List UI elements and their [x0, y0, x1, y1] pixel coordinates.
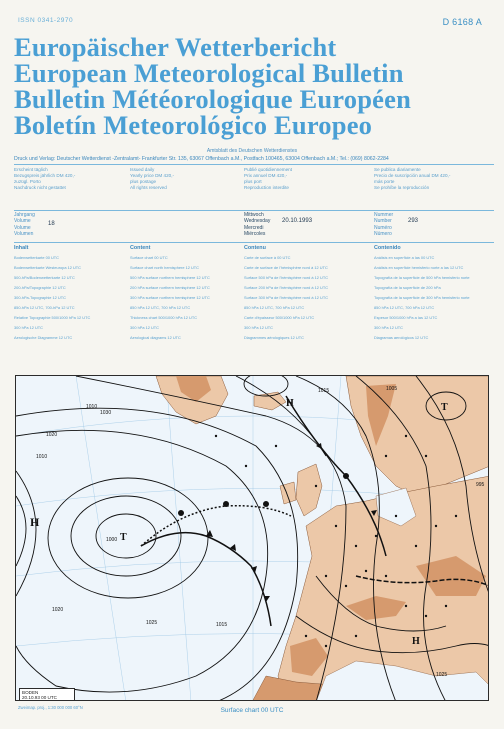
list-item: 300 hPa 12 UTC — [374, 325, 403, 330]
isobar-label: 1010 — [86, 404, 98, 410]
divider — [14, 210, 494, 211]
list-item: Espesor 500/1000 hPa a las 12 UTC — [374, 315, 438, 320]
isobar-label: 1020 — [52, 607, 64, 613]
list-item: 300 hPa 12 UTC — [244, 325, 273, 330]
title-english: European Meteorological Bulletin — [14, 58, 404, 88]
map-date-stamp — [19, 688, 75, 701]
stamp-date: 20.10.93 00 UTC — [22, 695, 57, 701]
isobar-label: 1020 — [46, 432, 58, 438]
surface-weather-map — [15, 375, 489, 701]
subscription-de: Erscheint täglich Bezugspreis jährlich DM 420,- zuzügl. Porto Nachdruck nicht gestattet — [14, 167, 76, 190]
toc-heading-es: Contenido — [374, 245, 401, 251]
list-item: 850 hPa 12 UTC, 700 hPa 12 UTC — [130, 305, 191, 310]
list-item: 500-hPa/Bodenwetterkarte 12 UTC — [14, 275, 75, 280]
high-pressure-center: H — [286, 398, 294, 409]
issue-number: 293 — [408, 218, 419, 224]
publisher-line: Druck und Verlag: Deutscher Wetterdienst -Zentralamt- Frankfurter Str. 135, 63067 Offenbach a.M., Postfach 100465, 63004 Offenbach a.M.; Tel.: (069) 8062-2284 — [14, 156, 389, 162]
toc-heading-de: Inhalt — [14, 245, 29, 251]
list-item: 850 hPa 12 UTC, 700 hPa 12 UTC — [244, 305, 305, 310]
list-item: Surface 500 hPa de l'hémisphère nord à 12 UTC — [244, 275, 329, 280]
subscription-fr: Publié quotidiennement Prix annuel DM 420,- plus port Reproduction interdite — [244, 167, 293, 190]
list-item: Aerological diagrams 12 UTC — [130, 335, 181, 340]
list-item: Surface chart 00 UTC — [130, 255, 168, 260]
divider — [14, 242, 494, 243]
list-item: Bodenwetterkarte 00 UTC — [14, 255, 59, 260]
list-item: 300-hPa-Topographie 12 UTC — [14, 295, 66, 300]
isobar-label: 1015 — [318, 388, 330, 394]
toc-list-en — [130, 253, 240, 343]
stamp-title: BODEN — [22, 689, 39, 695]
list-item: Carte de surface de l'hémisphère nord à 12 UTC — [244, 265, 328, 270]
list-item: Diagrammes aérologiques 12 UTC — [244, 335, 304, 340]
divider — [14, 164, 494, 165]
list-item: 200 hPa surface northern hemisphere 12 UTC — [130, 285, 210, 290]
high-pressure-center: H — [412, 636, 420, 647]
document-number: D 6168 A — [442, 17, 482, 27]
toc-heading-en: Content — [130, 245, 151, 251]
high-pressure-center: H — [30, 515, 40, 529]
list-item: 300 hPa surface northern hemisphere 12 UTC — [130, 295, 210, 300]
day-labels: Mittwoch Wednesday Mercredi Miércoles — [244, 212, 271, 238]
list-item: Carte d'épaisseur 500/1000 hPa 12 UTC — [244, 315, 315, 320]
list-item: Surface 200 hPa de l'hémisphère nord à 12 UTC — [244, 285, 329, 290]
low-pressure-center: T — [120, 532, 127, 543]
list-item: 300 hPa 12 UTC — [14, 325, 43, 330]
toc-list-es — [374, 253, 492, 343]
list-item: 850 hPa 12 UTC, 700 hPa 12 UTC — [374, 305, 435, 310]
title-block — [14, 34, 494, 138]
list-item: 500 hPa surface northern hemisphere 12 UTC — [130, 275, 210, 280]
list-item: Topografía de la superficie de 500 hPa hemisferio norte — [374, 275, 470, 280]
list-item: Surface chart north hemisphere 12 UTC — [130, 265, 199, 270]
list-item: Relative Topographie 500/1000 hPa 12 UTC — [14, 315, 91, 320]
list-item: Bodenwetterkarte Westeuropa 12 UTC — [14, 265, 81, 270]
isobar-label: 995 — [476, 482, 485, 488]
toc-list-de — [14, 253, 124, 343]
isobar-label: 1015 — [216, 622, 228, 628]
map-projection-note: Zweimap. proj., 1:30 000 000 60°N — [18, 705, 83, 710]
title-spanish: Boletín Meteorológico Europeo — [14, 110, 373, 140]
title-german: Europäischer Wetterbericht — [14, 32, 337, 62]
volume-value: 18 — [48, 221, 55, 227]
issue-date: 20.10.1993 — [282, 218, 313, 224]
list-item: Surface 300 hPa de l'hémisphère nord à 12 UTC — [244, 295, 329, 300]
isobar-label: 1010 — [36, 454, 48, 460]
isobar-label: 1005 — [386, 386, 398, 392]
isobar-label: 1000 — [106, 537, 118, 543]
list-item: 200-hPa/Topographie 12 UTC — [14, 285, 66, 290]
isobar-label: 1025 — [146, 620, 158, 626]
toc-heading-fr: Contenu — [244, 245, 266, 251]
isobar-label: 1025 — [436, 672, 448, 678]
official-gazette-label: Amtsblatt des Deutschen Wetterdienstes — [206, 148, 298, 154]
title-french: Bulletin Météorologique Européen — [14, 84, 412, 114]
list-item: Aerologische Diagramme 12 UTC — [14, 335, 73, 340]
low-pressure-center: T — [441, 402, 448, 413]
list-item: 300 hPa 12 UTC — [130, 325, 159, 330]
list-item: Carte de surface à 00 UTC — [244, 255, 291, 260]
subscription-en: Issued daily Yearly price DM 420,- plus postage All rights reserved — [130, 167, 174, 190]
subscription-es: Se publica diariamente Precio de suscripción anual DM 420,- más porte Se prohíbe la reproducción — [374, 167, 451, 190]
toc-list-fr — [244, 253, 369, 343]
list-item: 850-hPa 12 UTC, 700-hPa 12 UTC — [14, 305, 75, 310]
list-item: Topografía de la superficie de 300 hPa hemisferio norte — [374, 295, 470, 300]
number-labels: Nummer Number Numéro Número — [374, 212, 394, 238]
list-item: Análisis en superficie hemisferio norte a las 12 UTC — [374, 265, 464, 270]
list-item: Thickness chart 500/1000 hPa 12 UTC — [130, 315, 198, 320]
volume-labels: Jahrgang Volume Volume Volumen — [14, 212, 35, 238]
isobar-label: 1030 — [100, 410, 112, 416]
list-item: Análisis en superficie a las 00 UTC — [374, 255, 435, 260]
issn-label: ISSN 0341-2970 — [18, 17, 74, 24]
weather-map-svg — [16, 376, 489, 701]
map-caption: Surface chart 00 UTC — [220, 707, 284, 714]
list-item: Diagramas aerológicos 12 UTC — [374, 335, 429, 340]
list-item: Topografía de la superficie de 200 hPa — [374, 285, 441, 290]
